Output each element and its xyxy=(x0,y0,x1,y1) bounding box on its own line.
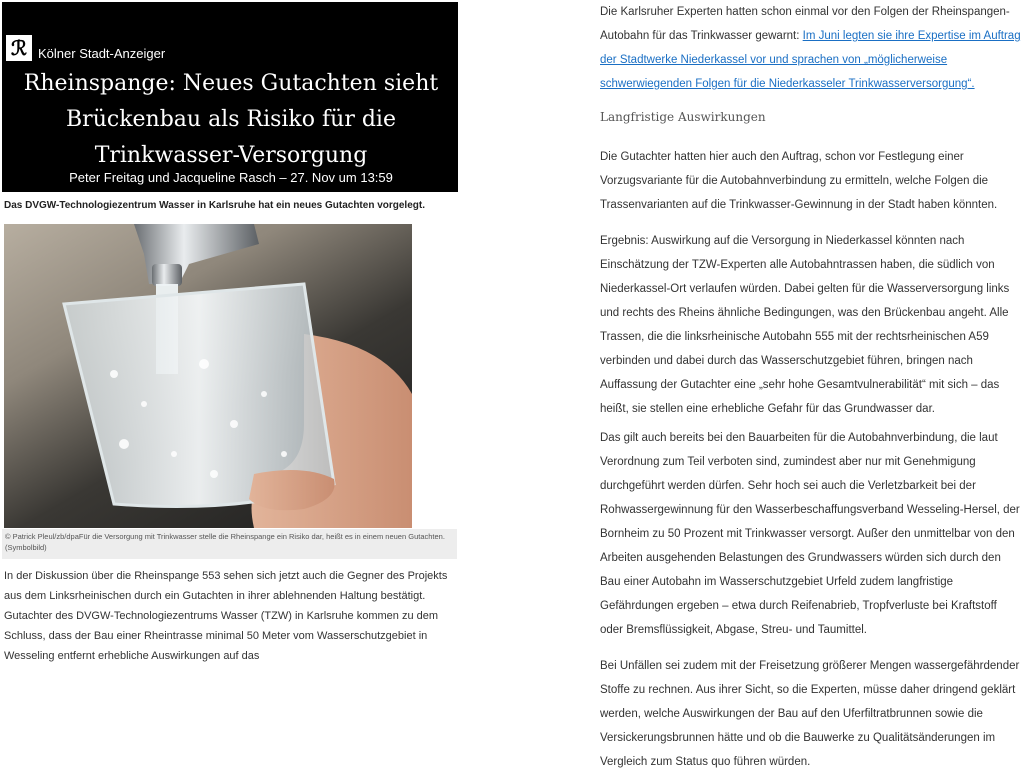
left-column xyxy=(0,0,460,770)
photo-caption: © Patrick Pleul/zb/dpaFür die Versorgung mit Trinkwasser stelle die Rheinspange ein Risiko dar, heißt es in einem neuen Gutachten. (Symbolbild) xyxy=(2,529,457,559)
publisher-name: Kölner Stadt-Anzeiger xyxy=(38,46,166,61)
section-subheading: Langfristige Auswirkungen xyxy=(600,110,766,124)
paragraph-4: Bei Unfällen sei zudem mit der Freisetzung größerer Mengen wassergefährdender Stoffe zu rechnen. Aus ihrer Sicht, so die Experten, müsse daher dringend geklärt werden, welche Auswirkungen der Bau auf den Uferfiltratbrunnen sowie die Versickerungsbrunnen hätte und ob die Bauwerke zu Qualitätsänderungen im Vergleich zum Status quo führen würden. xyxy=(600,660,1020,768)
article-header xyxy=(2,2,458,192)
article-photo xyxy=(4,224,412,528)
publisher-logo-icon: ℛ xyxy=(6,35,32,61)
paragraph-2: Ergebnis: Auswirkung auf die Versorgung in Niederkassel könnten nach Einschätzung der TZW-Experten alle Autobahntrassen haben, die südlich von Niederkassel-Ort verlaufen würden. Dabei gelten für die Wasserversorgung links und rechts des Rheins ähnliche Bedingungen, was den Brückenbau angeht. Alle Trassen, die die linksrheinische Autobahn 555 mit der rechtsrheinischen A59 verbinden und dabei durch das Wasserschutzgebiet führen, bringen nach Auffassung der Gutachter eine „sehr hohe Gesamtvulnerabilität“ mit sich – das heißt, sie stellen eine erhebliche Gefahr für das Grundwasser dar. xyxy=(600,235,1010,415)
intro-text: Die Karlsruher Experten hatten schon einmal vor den Folgen der Rheinspangen-Autobahn für das Trinkwasser gewarnt: xyxy=(600,6,1010,42)
article-headline: Rheinspange: Neues Gutachten sieht Brückenbau als Risiko für die Trinkwasser-Versorgung xyxy=(23,71,439,168)
article-byline: Peter Freitag und Jacqueline Rasch – 27. Nov um 13:59 xyxy=(69,170,393,185)
right-column xyxy=(600,0,1022,770)
article-lead: Das DVGW-Technologiezentrum Wasser in Karlsruhe hat ein neues Gutachten vorgelegt. xyxy=(4,200,425,211)
expertise-link[interactable]: Im Juni legten sie ihre Expertise im Auftrag der Stadtwerke Niederkassel vor und sprachen von „möglicherweise schwerwiegenden Folgen für die Niederkasseler Trinkwasserversorgung“. xyxy=(600,30,1021,90)
article-body-left: In der Diskussion über die Rheinspange 553 sehen sich jetzt auch die Gegner des Projekts aus dem Linksrheinischen durch ein Gutachten in ihrer ablehnenden Haltung bestätigt. Gutachter des DVGW-Technologiezentrums Wasser (TZW) in Karlsruhe kommen zu dem Schluss, dass der Bau einer Rheintrasse minimal 50 Meter vom Wasserschutzgebiet in Wesseling entfernt erhebliche Auswirkungen auf das xyxy=(4,570,448,662)
water-glass-illustration xyxy=(4,224,412,528)
paragraph-3: Das gilt auch bereits bei den Bauarbeiten für die Autobahnverbindung, die laut Verordnung zum Teil verboten sind, zumindest aber nur mit Genehmigung durchgeführt werden dürfen. Sehr hoch sei auch die Verletzbarkeit bei der Rohwassergewinnung für den Wasserbeschaffungsverband Wesseling-Hersel, der Bornheim zu 50 Prozent mit Trinkwasser versorgt. Außer den unmittelbar von den Arbeiten ausgehenden Belastungen des Grundwassers würden sich durch den Bau einer Autobahn im Wasserschutzgebiet Urfeld zudem langfristige Gefährdungen ergeben – etwa durch Reifenabrieb, Tropfverluste bei Kraftstoff oder Bremsflüssigkeit, Abgase, Streu- und Taumittel. xyxy=(600,432,1020,636)
paragraph-1: Die Gutachter hatten hier auch den Auftrag, schon vor Festlegung einer Vorzugsvariante für die Autobahnverbindung zu ermitteln, welche Folgen die Trassenvarianten auf die Trinkwasser-Gewinnung in der Stadt haben könnten. xyxy=(600,151,998,211)
intro-paragraph xyxy=(600,0,1022,96)
